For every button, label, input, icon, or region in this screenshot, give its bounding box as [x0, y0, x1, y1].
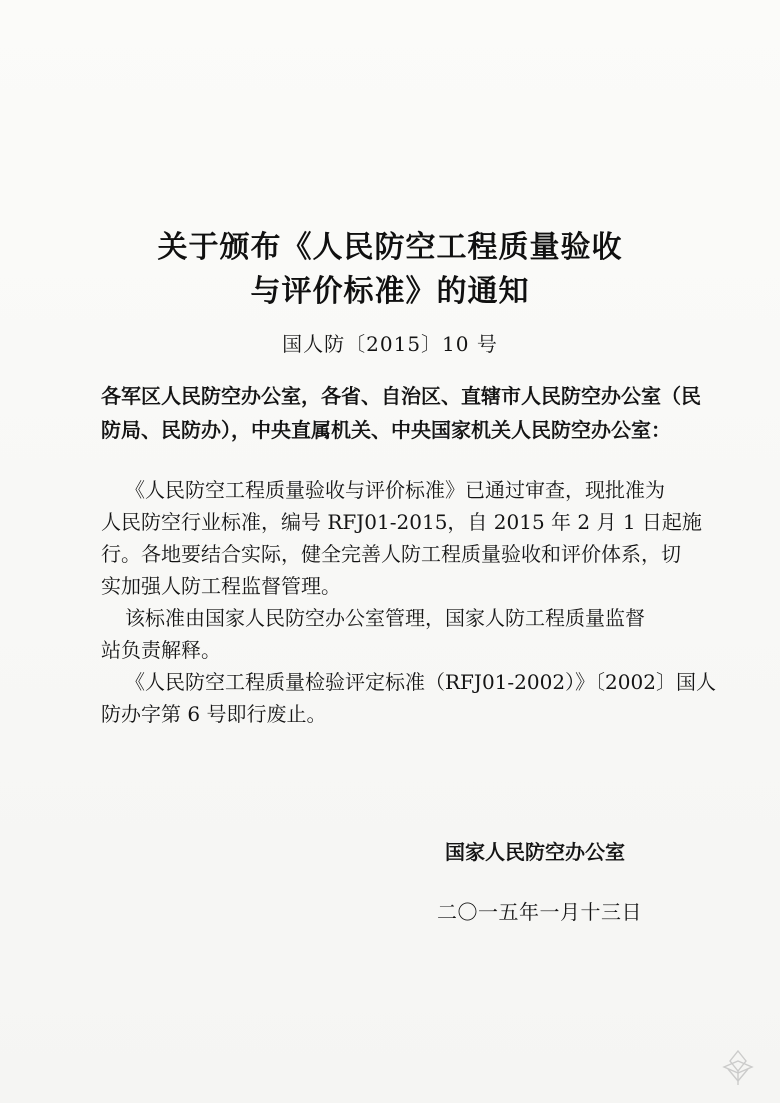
notice-title-line-1: 关于颁布《人民防空工程质量验收	[157, 230, 623, 265]
issue-date: 二〇一五年一月十三日	[437, 900, 642, 924]
paragraph-1-line-3: 行。各地要结合实际，健全完善人防工程质量验收和评价体系，切	[101, 542, 681, 566]
addressee-line-2: 防局、民防办），中央直属机关、中央国家机关人民防空办公室：	[101, 418, 671, 442]
watermark-logo	[708, 1047, 768, 1095]
paragraph-3-line-1: 《人民防空工程质量检验评定标准（RFJ01-2002）》〔2002〕国人	[125, 670, 716, 694]
notice-title-line-2: 与评价标准》的通知	[250, 274, 530, 309]
paragraph-2-line-2: 站负责解释。	[101, 638, 221, 662]
paragraph-1-line-4: 实加强人防工程监督管理。	[101, 574, 341, 598]
addressee-line-1: 各军区人民防空办公室，各省、自治区、直辖市人民防空办公室（民	[101, 384, 701, 408]
paragraph-3-line-2: 防办字第 6 号即行废止。	[101, 702, 327, 726]
paragraph-1-line-2: 人民防空行业标准，编号 RFJ01-2015，自 2015 年 2 月 1 日起施	[101, 510, 702, 534]
paragraph-2-line-1: 该标准由国家人民防空办公室管理，国家人防工程质量监督	[125, 606, 645, 630]
paragraph-1-line-1: 《人民防空工程质量验收与评价标准》已通过审查，现批准为	[125, 478, 665, 502]
document-number: 国人防〔2015〕10 号	[282, 332, 498, 356]
issuer-name: 国家人民防空办公室	[445, 840, 625, 864]
